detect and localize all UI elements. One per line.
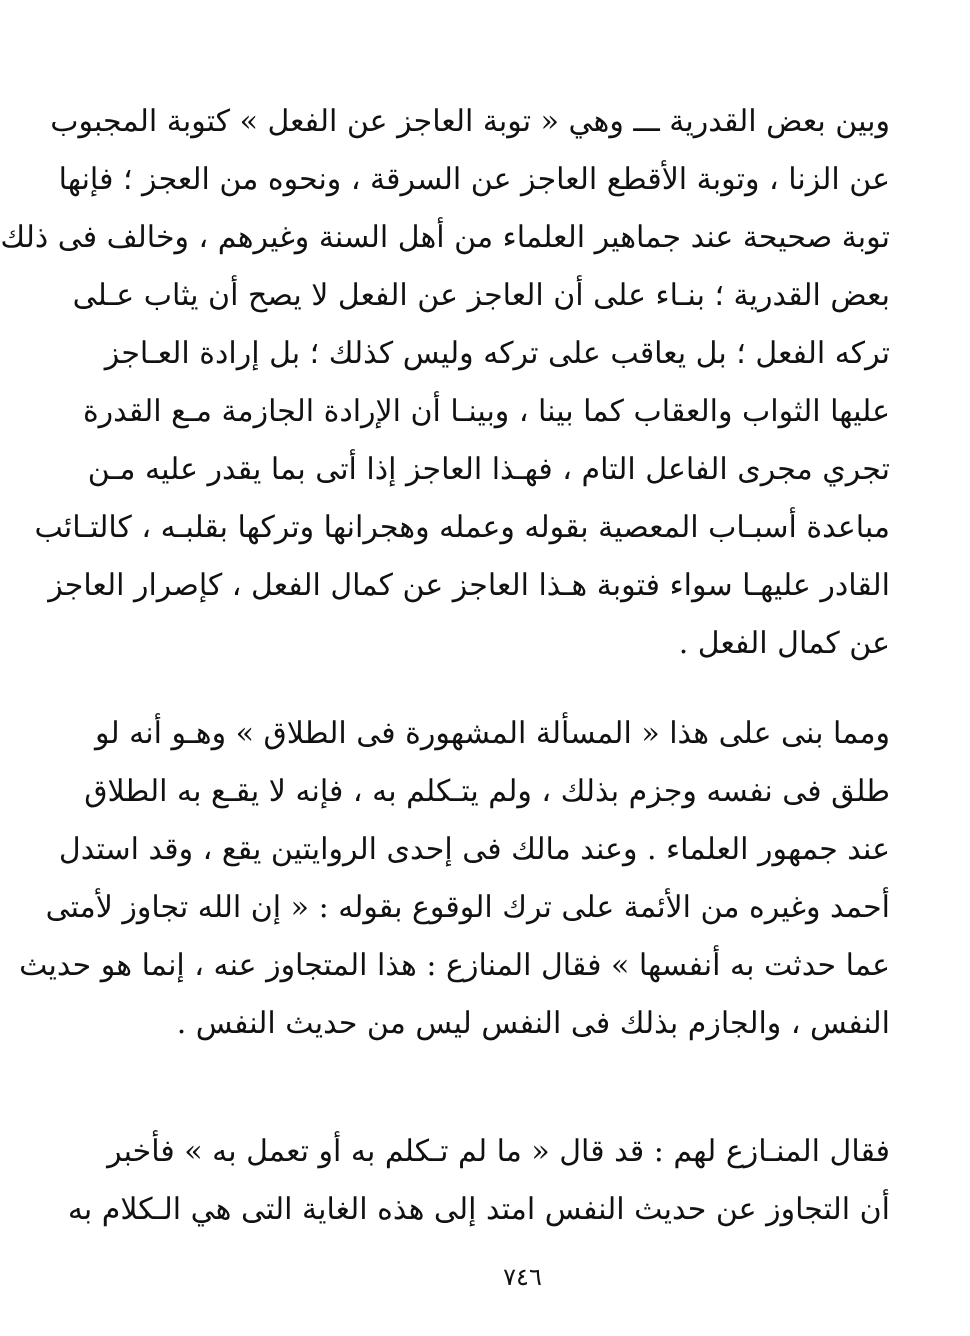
text-line: تركه الفعل ؛ بل يعاقب على تركه وليس كذلك ؛ بل إرادة العـاجز: [104, 336, 890, 371]
paragraph-3: [67, 1123, 890, 1239]
text-line: وبين بعض القدرية ـــ وهي « توبة العاجز عن الفعل » كتوبة المجبوب: [50, 104, 890, 139]
text-line: النفس ، والجازم بذلك فى النفس ليس من حديث النفس .: [176, 1006, 890, 1041]
text-line: مباعدة أسبـاب المعصية بقوله وعمله وهجرانها وتركها بقلبـه ، كالتـائب: [34, 510, 890, 545]
text-line: فقال المنـازع لهم : قد قال « ما لم تـكلم به أو تعمل به » فأخبر: [107, 1134, 890, 1169]
text-line: ومما بنى على هذا « المسألة المشهورة فى الطلاق » وهـو أنه لو: [95, 716, 890, 751]
text-line: أن التجاوز عن حديث النفس امتد إلى هذه الغاية التى هي الـكلام به: [67, 1192, 890, 1227]
paragraph-2: [19, 705, 890, 1053]
text-line: عليها الثواب والعقاب كما بينا ، وبينـا أن الإرادة الجازمة مـع القدرة: [82, 394, 890, 429]
text-line: تجري مجرى الفاعل التام ، فهـذا العاجز إذا أتى بما يقدر عليه مـن: [87, 452, 890, 487]
text-line: عند جمهور العلماء . وعند مالك فى إحدى الروايتين يقع ، وقد استدل: [58, 832, 890, 867]
text-line: طلق فى نفسه وجزم بذلك ، ولم يتـكلم به ، فإنه لا يقـع به الطلاق: [84, 774, 890, 809]
text-line: بعض القدرية ؛ بنـاء على أن العاجز عن الفعل لا يصح أن يثاب عـلى: [72, 278, 890, 313]
text-line: أحمد وغيره من الأئمة على ترك الوقوع بقوله : « إن الله تجاوز لأمتى: [45, 890, 890, 925]
paragraph-1: [0, 93, 890, 673]
text-line: عن الزنا ، وتوبة الأقطع العاجز عن السرقة ، ونحوه من العجز ؛ فإنها: [58, 162, 890, 197]
page-number: ٧٤٦: [503, 1263, 542, 1291]
text-line: عما حدثت به أنفسها » فقال المنازع : هذا المتجاوز عنه ، إنما هو حديث: [19, 948, 890, 983]
text-line: القادر عليهـا سواء فتوبة هـذا العاجز عن كمال الفعل ، كإصرار العاجز: [48, 568, 890, 603]
text-line: عن كمال الفعل .: [678, 626, 890, 661]
text-line: توبة صحيحة عند جماهير العلماء من أهل السنة وغيرهم ، وخالف فى ذلك: [0, 220, 890, 255]
